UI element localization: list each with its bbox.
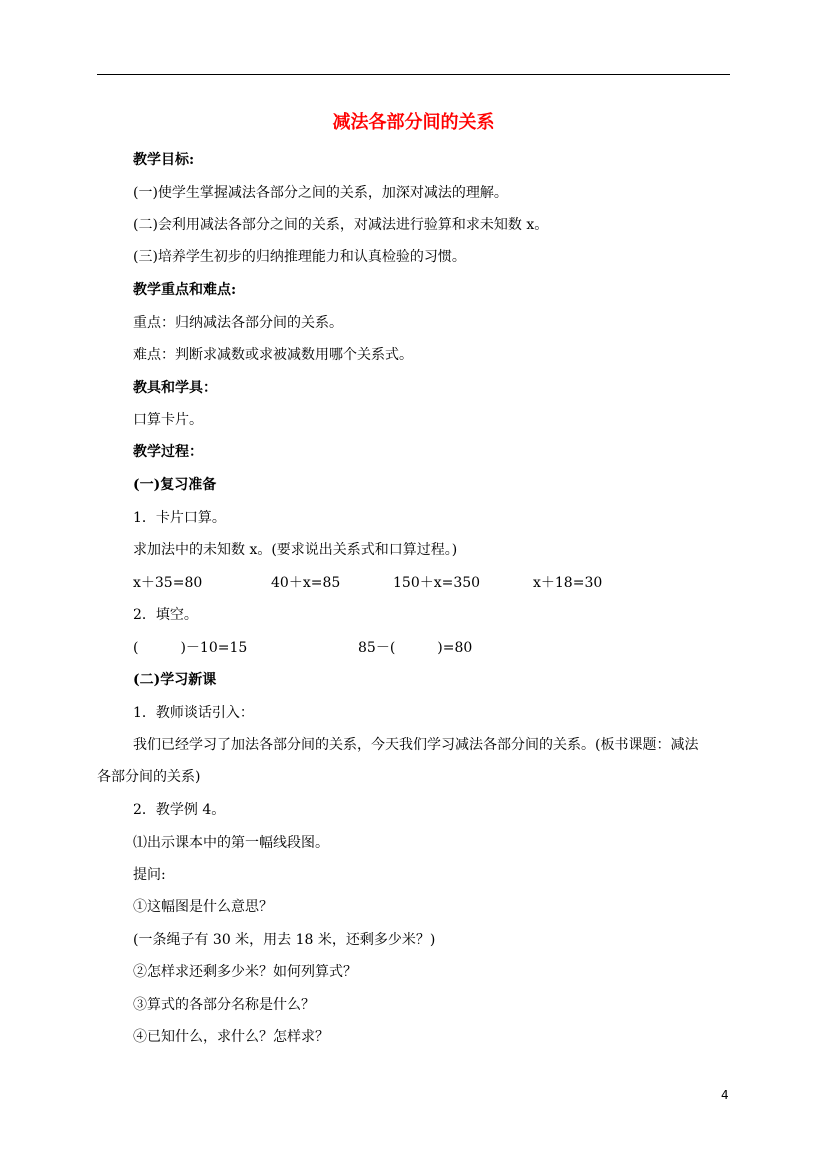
new-item-2: 2．教学例 4。 (133, 802, 226, 818)
new-item-1-text-b: 各部分间的关系) (97, 769, 201, 785)
equation-2: 40＋x=85 (271, 575, 341, 591)
review-heading: (一)复习准备 (133, 477, 217, 493)
question-1-answer: (一条绳子有 30 米，用去 18 米，还剩多少米？) (133, 932, 436, 948)
equation-4: x＋18=30 (533, 575, 603, 591)
ask-label: 提问: (133, 867, 166, 883)
fill-blank-2: 85－( )=80 (358, 640, 473, 656)
review-item-1: 1．卡片口算。 (133, 510, 226, 526)
new-item-1-text-a: 我们已经学习了加法各部分间的关系，今天我们学习减法各部分间的关系。(板书课题：减法 (133, 737, 699, 753)
equation-3: 150＋x=350 (393, 575, 481, 591)
tools-heading: 教具和学具： (133, 380, 217, 396)
equation-1: x＋35=80 (133, 575, 203, 591)
goal-2: (二)会利用减法各部分之间的关系，对减法进行验算和求未知数 x。 (133, 217, 549, 233)
new-item-1: 1．教师谈话引入： (133, 705, 254, 721)
fill-blank-1: ( )－10=15 (133, 640, 248, 656)
goal-1: (一)使学生掌握减法各部分之间的关系，加深对减法的理解。 (133, 185, 508, 201)
keypoints-heading: 教学重点和难点: (133, 282, 237, 298)
process-heading: 教学过程： (133, 444, 203, 460)
new-item-2-sub: ⑴出示课本中的第一幅线段图。 (133, 835, 329, 851)
question-1: ①这幅图是什么意思？ (133, 899, 273, 915)
review-item-2: 2．填空。 (133, 607, 198, 623)
question-2: ②怎样求还剩多少米？如何列算式？ (133, 964, 357, 980)
tools-text: 口算卡片。 (133, 412, 203, 428)
difficult-point: 难点：判断求减数或求被减数用哪个关系式。 (133, 347, 413, 363)
header-rule (97, 74, 730, 75)
new-lesson-heading: (二)学习新课 (133, 672, 217, 688)
document-title: 减法各部分间的关系 (332, 112, 495, 133)
goals-heading: 教学目标: (133, 152, 195, 168)
key-point: 重点：归纳减法各部分间的关系。 (133, 315, 343, 331)
goal-3: (三)培养学生初步的归纳推理能力和认真检验的习惯。 (133, 249, 466, 265)
review-item-1-desc: 求加法中的未知数 x。(要求说出关系式和口算过程。) (133, 542, 458, 558)
question-3: ③算式的各部分名称是什么？ (133, 997, 315, 1013)
question-4: ④已知什么，求什么？怎样求？ (133, 1029, 329, 1045)
page-number: 4 (721, 1088, 729, 1102)
